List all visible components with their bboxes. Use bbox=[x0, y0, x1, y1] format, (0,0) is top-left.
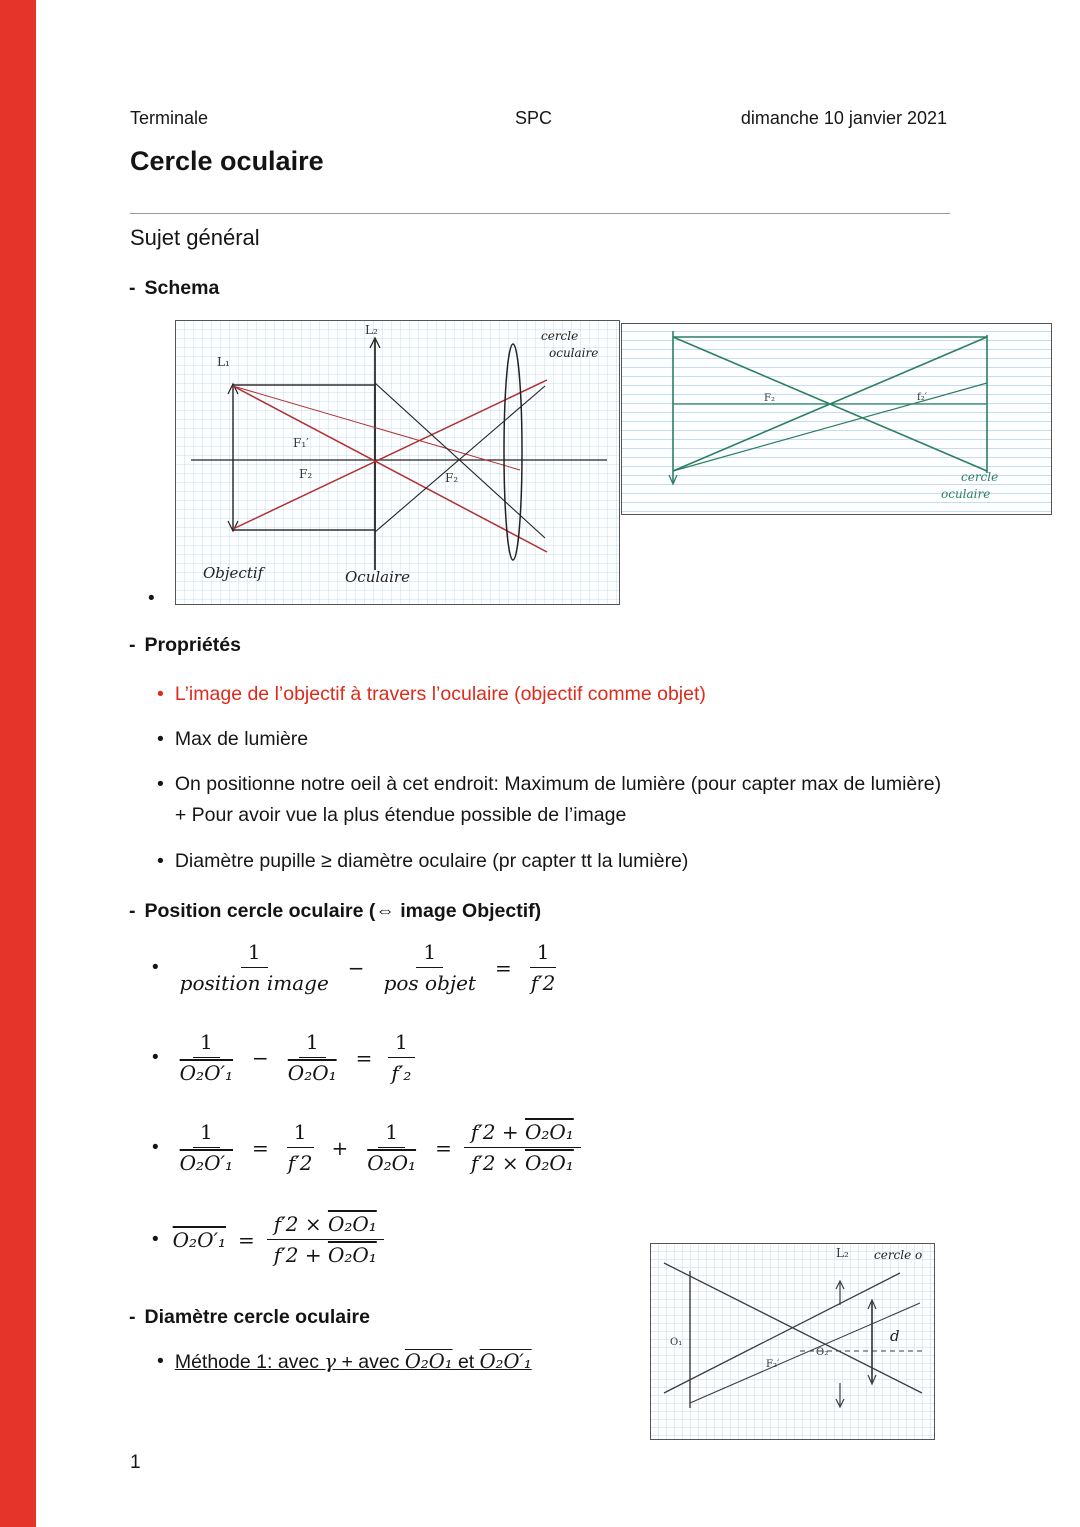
numerator: 1 bbox=[247, 940, 261, 964]
label-cercle: cercle o bbox=[874, 1248, 923, 1262]
minus-sign: − bbox=[252, 1045, 269, 1070]
page-number: 1 bbox=[130, 1452, 141, 1473]
fraction bbox=[360, 1120, 423, 1175]
fraction bbox=[524, 940, 563, 995]
numerator: 1 bbox=[199, 1030, 213, 1054]
dash-marker: - bbox=[129, 1306, 136, 1328]
label-f1-prime: F₁′ bbox=[293, 436, 309, 450]
denominator-bar: O₂O₁ bbox=[327, 1243, 377, 1267]
bullet: • bbox=[157, 850, 164, 872]
fraction bbox=[173, 940, 336, 995]
numerator: 1 bbox=[536, 940, 550, 964]
numerator: 1 bbox=[423, 940, 437, 964]
fraction bbox=[464, 1120, 581, 1175]
fraction bbox=[377, 940, 483, 995]
heading-schema bbox=[131, 277, 219, 300]
formula-combined bbox=[152, 1120, 581, 1175]
divider-rule bbox=[130, 213, 950, 214]
label-f2-left: F₂ bbox=[299, 467, 313, 481]
methode-pre: Méthode 1: avec bbox=[174, 1351, 325, 1373]
schema-list-bullet: • bbox=[148, 588, 155, 609]
denominator: f′₂ bbox=[391, 1061, 412, 1085]
header-class-level: Terminale bbox=[130, 108, 209, 128]
numerator-pre: f′2 + bbox=[470, 1120, 525, 1144]
denominator-pre: f′2 + bbox=[273, 1243, 328, 1267]
label-f2-prime: f₂′ bbox=[917, 392, 927, 403]
list-item-text: Diamètre pupille ≥ diamètre oculaire (pr capter tt la lumière) bbox=[174, 850, 689, 872]
numerator: 1 bbox=[385, 1120, 399, 1144]
bullet: • bbox=[152, 956, 159, 978]
bullet: • bbox=[157, 728, 164, 750]
section-title: Sujet général bbox=[130, 225, 260, 250]
numerator: 1 bbox=[395, 1030, 408, 1054]
dash-marker: - bbox=[129, 634, 136, 656]
equals-sign: = bbox=[435, 1135, 452, 1160]
methode-1-text bbox=[175, 1350, 532, 1374]
denominator: O₂O₁ bbox=[287, 1061, 337, 1085]
methode-mid1: + avec bbox=[336, 1351, 405, 1373]
list-item-text: L’image de l’objectif à travers l’oculaire (objectif comme objet) bbox=[174, 683, 706, 705]
heading-schema-label: Schema bbox=[144, 277, 220, 299]
denominator: O₂O′₁ bbox=[179, 1151, 234, 1175]
bullet: • bbox=[157, 683, 164, 705]
left-accent-stripe bbox=[0, 0, 36, 1527]
formula-lens-relation-symbols bbox=[152, 1030, 418, 1085]
label-cercle-line2: oculaire bbox=[549, 346, 599, 360]
label-cercle-line1: cercle bbox=[961, 470, 999, 484]
header-date: dimanche 10 janvier 2021 bbox=[740, 108, 947, 128]
equals-sign: = bbox=[238, 1227, 255, 1252]
label-d: d bbox=[890, 1327, 900, 1345]
bullet: • bbox=[152, 1136, 159, 1158]
plus-sign: + bbox=[331, 1135, 349, 1160]
fraction bbox=[281, 1120, 320, 1175]
fraction bbox=[384, 1030, 418, 1085]
numerator: 1 bbox=[293, 1120, 307, 1144]
list-item bbox=[157, 846, 947, 877]
list-item bbox=[157, 724, 947, 755]
denominator: f′2 bbox=[530, 971, 556, 995]
denominator: O₂O′₁ bbox=[179, 1061, 234, 1085]
list-item bbox=[157, 679, 947, 710]
schema-diagram-green bbox=[621, 323, 1052, 515]
equals-sign: = bbox=[252, 1135, 269, 1160]
denominator-bar: O₂O₁ bbox=[524, 1151, 574, 1175]
heading-diametre-label: Diamètre cercle oculaire bbox=[144, 1306, 370, 1328]
heading-position bbox=[131, 900, 541, 923]
equals-sign: = bbox=[494, 955, 512, 980]
label-l2: L₂ bbox=[836, 1246, 849, 1260]
list-item-text: Max de lumière bbox=[174, 728, 309, 750]
minus-sign: − bbox=[347, 955, 365, 980]
denominator: O₂O₁ bbox=[367, 1151, 417, 1175]
fraction bbox=[281, 1030, 344, 1085]
heading-proprietes-label: Propriétés bbox=[144, 634, 241, 656]
schema-diagram-diametre bbox=[650, 1243, 935, 1440]
label-f2-right: F₂ bbox=[445, 471, 459, 485]
header-subject: SPC bbox=[515, 108, 553, 128]
bullet: • bbox=[152, 1228, 159, 1250]
heading-position-label: Position cercle oculaire (⇔ image Objectif) bbox=[144, 900, 542, 922]
denominator: f′2 bbox=[287, 1151, 313, 1175]
numerator-bar: O₂O₁ bbox=[524, 1120, 574, 1144]
label-cercle-line2: oculaire bbox=[941, 487, 991, 501]
bullet: • bbox=[152, 1046, 159, 1068]
bullet: • bbox=[157, 773, 164, 795]
dash-marker: - bbox=[129, 277, 136, 299]
numerator: 1 bbox=[199, 1120, 213, 1144]
term-o2o1: O₂O₁ bbox=[404, 1350, 453, 1373]
gamma-symbol: γ bbox=[324, 1350, 337, 1373]
formula-lens-relation-words bbox=[152, 940, 562, 995]
bullet: • bbox=[157, 1350, 164, 1372]
label-objectif: Objectif bbox=[203, 564, 264, 582]
result-term: O₂O′₁ bbox=[172, 1227, 227, 1252]
label-l2: L₂ bbox=[365, 323, 378, 337]
numerator-bar: O₂O₁ bbox=[327, 1212, 377, 1236]
page-title: Cercle oculaire bbox=[130, 146, 324, 176]
equals-sign: = bbox=[355, 1045, 373, 1070]
numerator-pre: f′2 × bbox=[273, 1212, 328, 1236]
fraction bbox=[267, 1212, 384, 1267]
label-l1: L₁ bbox=[217, 355, 230, 369]
label-o1: O₁ bbox=[670, 1337, 683, 1348]
methode-1-line bbox=[157, 1350, 532, 1374]
fraction bbox=[173, 1120, 240, 1175]
grid-pattern bbox=[175, 320, 620, 605]
denominator-pre: f′2 × bbox=[470, 1151, 525, 1175]
schema-diagram-main bbox=[175, 320, 620, 605]
label-cercle-line1: cercle bbox=[541, 329, 579, 343]
methode-mid2: et bbox=[452, 1351, 480, 1373]
heading-diametre bbox=[131, 1306, 370, 1329]
numerator: 1 bbox=[305, 1030, 319, 1054]
fraction bbox=[173, 1030, 240, 1085]
label-f2-prime: F₂′ bbox=[766, 1359, 780, 1370]
dash-marker: - bbox=[129, 900, 136, 922]
label-f2: F₂ bbox=[764, 393, 775, 404]
label-o2: O₂ bbox=[816, 1347, 829, 1358]
denominator: pos objet bbox=[383, 971, 476, 995]
denominator: position image bbox=[179, 971, 329, 995]
heading-proprietes bbox=[131, 634, 241, 657]
list-item bbox=[157, 769, 947, 831]
term-o2o1-prime: O₂O′₁ bbox=[479, 1350, 532, 1373]
label-oculaire: Oculaire bbox=[345, 568, 410, 586]
formula-result bbox=[152, 1212, 384, 1267]
list-item-text: On positionne notre oeil à cet endroit: Maximum de lumière (pour capter max de lumière) + Pour avoir vue la plus étendue possible de l’image bbox=[174, 773, 942, 826]
